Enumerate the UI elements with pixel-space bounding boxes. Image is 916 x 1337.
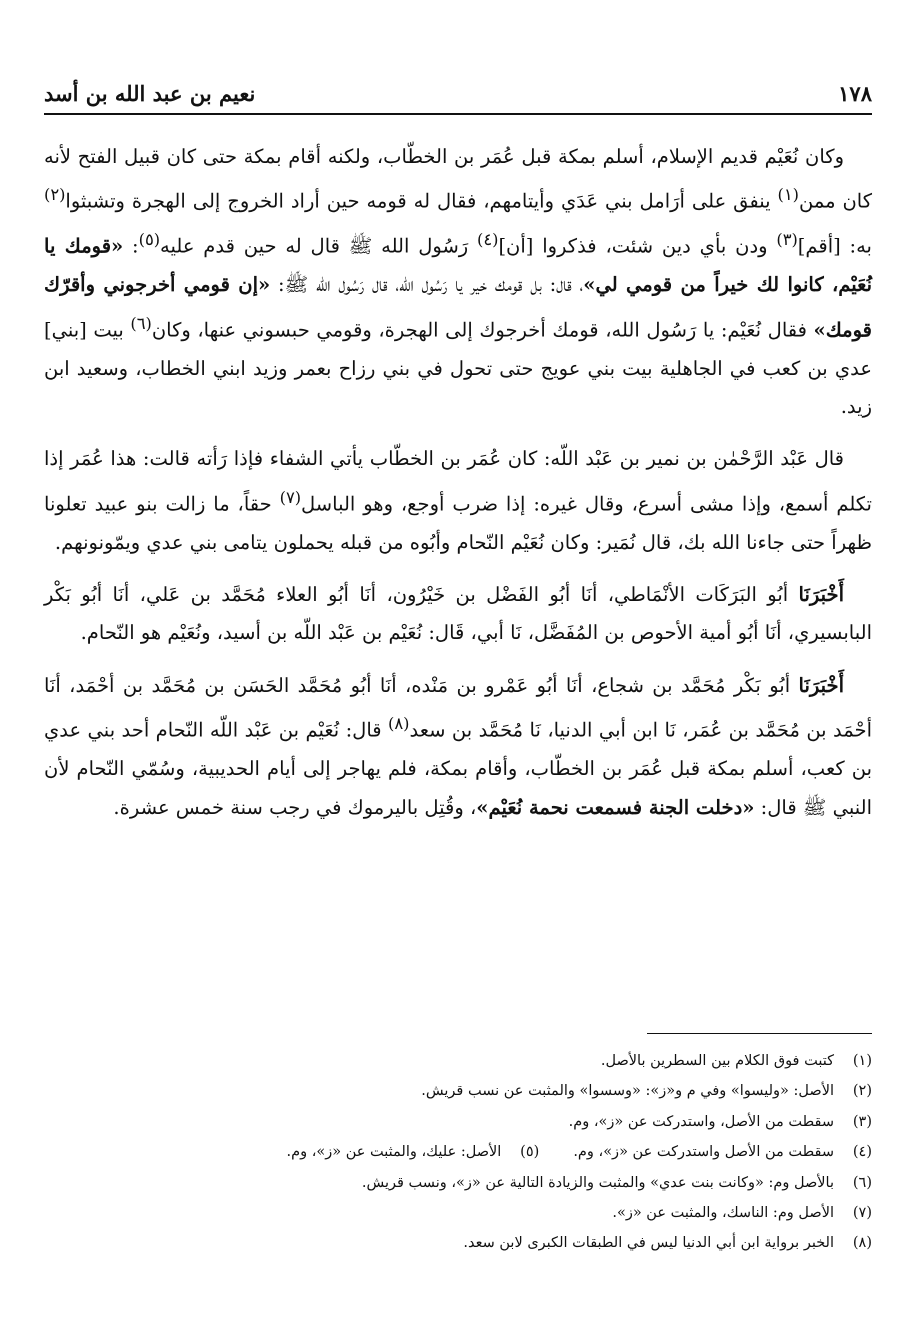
isnad-keyword: أَخْبَرَنَا xyxy=(798,583,844,607)
footnote-number: (١) xyxy=(852,1053,872,1069)
footnote-ref: (٧) xyxy=(279,487,302,507)
hadith-quote: «إن قومي أخرجوني وأقرّك قومك» xyxy=(44,273,872,342)
isnad-keyword: أَخْبَرَنَا xyxy=(798,673,844,697)
text-run: به: [أقم] xyxy=(797,234,872,258)
paragraph xyxy=(44,667,872,827)
running-title: نعيم بن عبد الله بن أسد xyxy=(44,81,256,106)
text-run: أبُو البَرَكَات الأنْمَاطي، أنَا أبُو الفَضْل بن خَيْرُون، أنَا أبُو العلاء مُحَمَّد بن عَلي، أنَا أبُو بَكْر البابسيري، أنَا أبُو أمية الأحوص بن المُفَضَّل، نَا أبي، قَال: نُعَيْم بن عَبْد اللّه بن أسيد، ونُعَيْم هو النّحام. xyxy=(44,583,872,645)
footnote-number: (٢) xyxy=(852,1083,872,1100)
footnote xyxy=(44,1137,872,1167)
text-run: : xyxy=(123,234,139,258)
footnote-text: سقطت من الأصل واستدركت عن «ز»، وم. xyxy=(573,1144,834,1161)
text-run: ودن بأي دين شئت، فذكروا [أن] xyxy=(498,234,777,258)
footnote-ref: (٦) xyxy=(130,313,152,333)
footnote-ref: (٣) xyxy=(776,230,798,250)
footnote-text: الأصل وم: الناسك، والمثبت عن «ز». xyxy=(612,1205,834,1222)
footnote xyxy=(44,1198,872,1228)
footnote-ref: (٥) xyxy=(138,230,161,250)
footnote-number: (٣) xyxy=(852,1113,872,1130)
footnote-text: سقطت من الأصل، واستدركت عن «ز»، وم. xyxy=(568,1113,834,1130)
main-text xyxy=(44,138,872,841)
footnotes xyxy=(44,1046,872,1259)
footnote-number: (٥) xyxy=(520,1144,540,1161)
footnote-number: (٦) xyxy=(852,1174,872,1191)
footnote-ref: (٨) xyxy=(388,714,410,734)
text-run: وكان نُعَيْم قديم الإسلام، أسلم بمكة قبل عُمَر بن الخطّاب، ولكنه أقام بمكة حتى كان قبيل الفتح لأنه كان ممن xyxy=(44,145,873,213)
footnote-text: الأصل: عليك، والمثبت عن «ز»، وم. xyxy=(286,1144,502,1161)
text-run: بيت [بني] عدي بن كعب في الجاهلية بيت بني عويج حتى تحول في بني رزاح بعمر وزيد ابني الخطاب، وسعيد ابن زيد. xyxy=(44,318,872,418)
footnote-ref: (١) xyxy=(777,185,799,205)
paragraph xyxy=(44,440,872,562)
text-run: ينفق على أرَامل بني عَدَي وأيتامهم، فقال له قومه حين أراد الخروج إلى الهجرة وتشبثوا xyxy=(65,189,778,213)
footnote-text: الخبر برواية ابن أبي الدنيا ليس في الطبقات الكبرى لابن سعد. xyxy=(463,1235,834,1252)
text-run: قال: نُعَيْم بن عَبْد اللّه النّحام أحد بني عدي بن كعب، أسلم بمكة قبل عُمَر بن الخطّاب، وأقام بمكة، فلم يهاجر إلى أيام الحديبية، وسُمّي النّحام لأن النبي ﷺ قال: xyxy=(44,718,872,819)
footnote-divider xyxy=(647,1033,872,1034)
footnote-text: بالأصل وم: «وكانت بنت عدي» والمثبت والزيادة التالية عن «ز»، ونسب قريش. xyxy=(361,1174,834,1191)
text-run: فقال نُعَيْم: يا رَسُول الله، قومك أخرجوك إلى الهجرة، وقومي حبسوني عنها، وكان xyxy=(151,318,814,342)
footnote-number: (٨) xyxy=(852,1235,872,1252)
page-header xyxy=(44,72,872,106)
footnote xyxy=(44,1046,872,1076)
page-number: ١٧٨ xyxy=(838,81,872,106)
footnote-number: (٤) xyxy=(852,1144,872,1161)
footnote-ref: (٢) xyxy=(44,185,66,205)
footnote xyxy=(44,1107,872,1137)
footnote xyxy=(44,1076,872,1106)
footnote-text: كتبت فوق الكلام بين السطرين بالأصل. xyxy=(600,1053,834,1069)
text-run: ، وقُتِل باليرموك في رجب سنة خمس عشرة. xyxy=(113,795,477,819)
header-rule xyxy=(44,113,872,115)
text-run: قال عَبْد الرَّحْمٰن بن نمير بن عَبْد اللّه: كان عُمَر بن الخطّاب يأتي الشفاء فإذا رَأته قالت: هذا عُمَر إذا تكلم أسمع، وإذا مشى أسرع، وقال غيره: إذا ضرب أوجع، وهو الباسل xyxy=(44,447,872,516)
hadith-quote: «دخلت الجنة فسمعت نحمة نُعَيْم» xyxy=(476,795,755,819)
text-run: أبُو بَكْر مُحَمَّد بن شجاع، أنَا أبُو عَمْرو بن مَنْده، أنَا أبُو مُحَمَّد الحَسَن بن مُحَمَّد بن أحْمَد، أنَا أحْمَد بن مُحَمَّد بن عُمَر، نَا ابن أبي الدنيا، نَا مُحَمَّد بن سعد xyxy=(44,673,873,742)
text-run: رَسُول الله ﷺ قال له حين قدم عليه xyxy=(160,234,478,258)
text-run: ، قال: بل قومك خير يا رَسُول الله، قال رَسُول الله ﷺ: xyxy=(270,273,584,297)
footnote-number: (٧) xyxy=(852,1205,872,1222)
footnote xyxy=(44,1168,872,1198)
paragraph xyxy=(44,576,872,653)
footnote xyxy=(44,1228,872,1258)
paragraph xyxy=(44,138,872,426)
hadith-quote: «قومك يا نُعَيْم، كانوا لك خيراً من قومي لي» xyxy=(44,234,873,297)
footnote-ref: (٤) xyxy=(477,230,499,250)
text-run: حقاً، ما زالت بنو عبيد تعلونا ظهراً حتى جاءنا الله بك، قال نُمَير: وكان نُعَيْم النّحام وأبُوه من قبله يحملون يتامى بني عدي ويمّونونهم. xyxy=(44,492,872,554)
footnote-text: الأصل: «وليسوا» وفي م و«ز»: «وسسوا» والمثبت عن نسب قريش. xyxy=(421,1083,834,1100)
